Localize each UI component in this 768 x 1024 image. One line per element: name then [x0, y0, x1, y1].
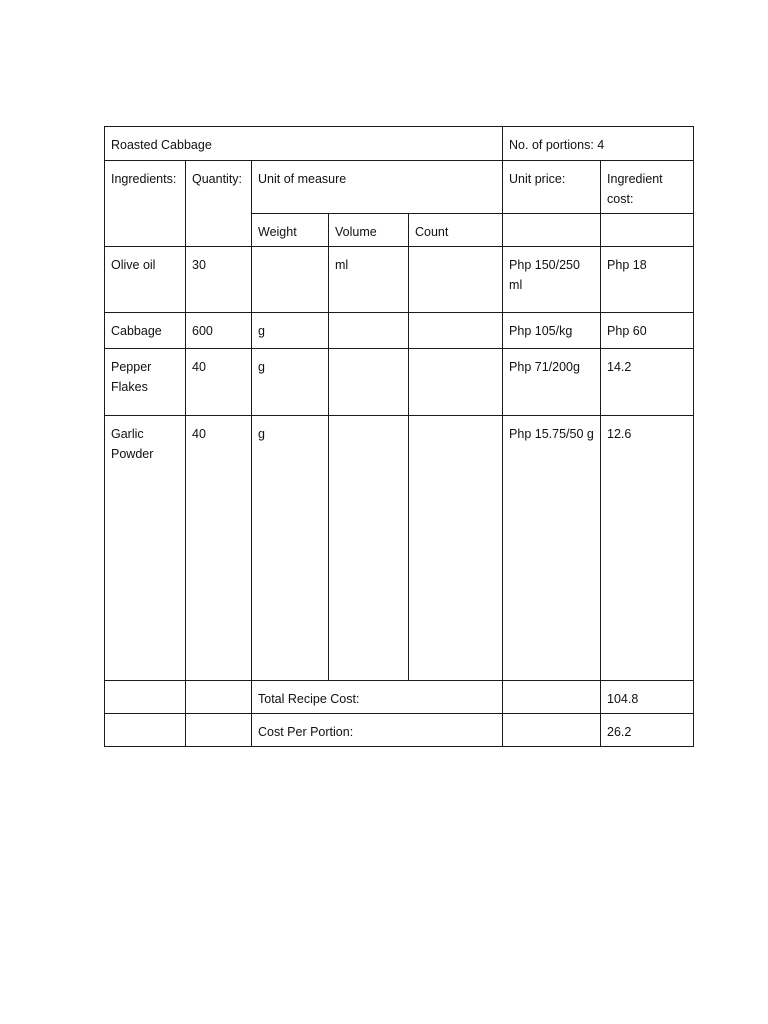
ingredient-name: Olive oil	[105, 247, 186, 313]
header-row	[105, 161, 694, 214]
ingredient-unit-price: Php 150/250 ml	[503, 247, 601, 313]
volume-header: Volume	[329, 214, 409, 247]
ingredient-weight: g	[252, 313, 329, 349]
unit-price-header: Unit price:	[503, 161, 601, 214]
table-row	[105, 313, 694, 349]
ingredient-count	[409, 247, 503, 313]
ingredient-weight: g	[252, 416, 329, 681]
ingredient-quantity: 40	[186, 416, 252, 681]
portions-count: No. of portions: 4	[503, 127, 694, 161]
table-row	[105, 416, 694, 681]
table-row	[105, 247, 694, 313]
ingredient-cost: 14.2	[601, 349, 694, 416]
ingredient-count	[409, 349, 503, 416]
ingredient-volume	[329, 416, 409, 681]
ingredient-quantity: 40	[186, 349, 252, 416]
ingredients-header: Ingredients:	[105, 161, 186, 247]
ingredient-volume	[329, 349, 409, 416]
total-recipe-cost-value: 104.8	[601, 681, 694, 714]
empty-cell	[503, 214, 601, 247]
ingredient-count	[409, 313, 503, 349]
empty-cell	[503, 714, 601, 747]
ingredient-cost: Php 60	[601, 313, 694, 349]
empty-cell	[105, 714, 186, 747]
ingredient-name: Cabbage	[105, 313, 186, 349]
weight-header: Weight	[252, 214, 329, 247]
quantity-header: Quantity:	[186, 161, 252, 247]
ingredient-cost: 12.6	[601, 416, 694, 681]
count-header: Count	[409, 214, 503, 247]
empty-cell	[186, 714, 252, 747]
empty-cell	[601, 214, 694, 247]
portion-row	[105, 714, 694, 747]
ingredient-count	[409, 416, 503, 681]
ingredient-unit-price: Php 15.75/50 g	[503, 416, 601, 681]
ingredient-name: Garlic Powder	[105, 416, 186, 681]
total-row	[105, 681, 694, 714]
ingredient-quantity: 30	[186, 247, 252, 313]
recipe-cost-table	[104, 126, 694, 747]
table-row	[105, 349, 694, 416]
cost-per-portion-value: 26.2	[601, 714, 694, 747]
ingredient-unit-price: Php 71/200g	[503, 349, 601, 416]
ingredient-unit-price: Php 105/kg	[503, 313, 601, 349]
empty-cell	[503, 681, 601, 714]
ingredient-cost-header: Ingredient cost:	[601, 161, 694, 214]
recipe-title: Roasted Cabbage	[105, 127, 503, 161]
ingredient-weight	[252, 247, 329, 313]
title-row	[105, 127, 694, 161]
ingredient-weight: g	[252, 349, 329, 416]
ingredient-quantity: 600	[186, 313, 252, 349]
unit-of-measure-header: Unit of measure	[252, 161, 503, 214]
cost-per-portion-label: Cost Per Portion:	[252, 714, 503, 747]
ingredient-volume: ml	[329, 247, 409, 313]
empty-cell	[105, 681, 186, 714]
ingredient-name: Pepper Flakes	[105, 349, 186, 416]
ingredient-volume	[329, 313, 409, 349]
ingredient-cost: Php 18	[601, 247, 694, 313]
empty-cell	[186, 681, 252, 714]
total-recipe-cost-label: Total Recipe Cost:	[252, 681, 503, 714]
